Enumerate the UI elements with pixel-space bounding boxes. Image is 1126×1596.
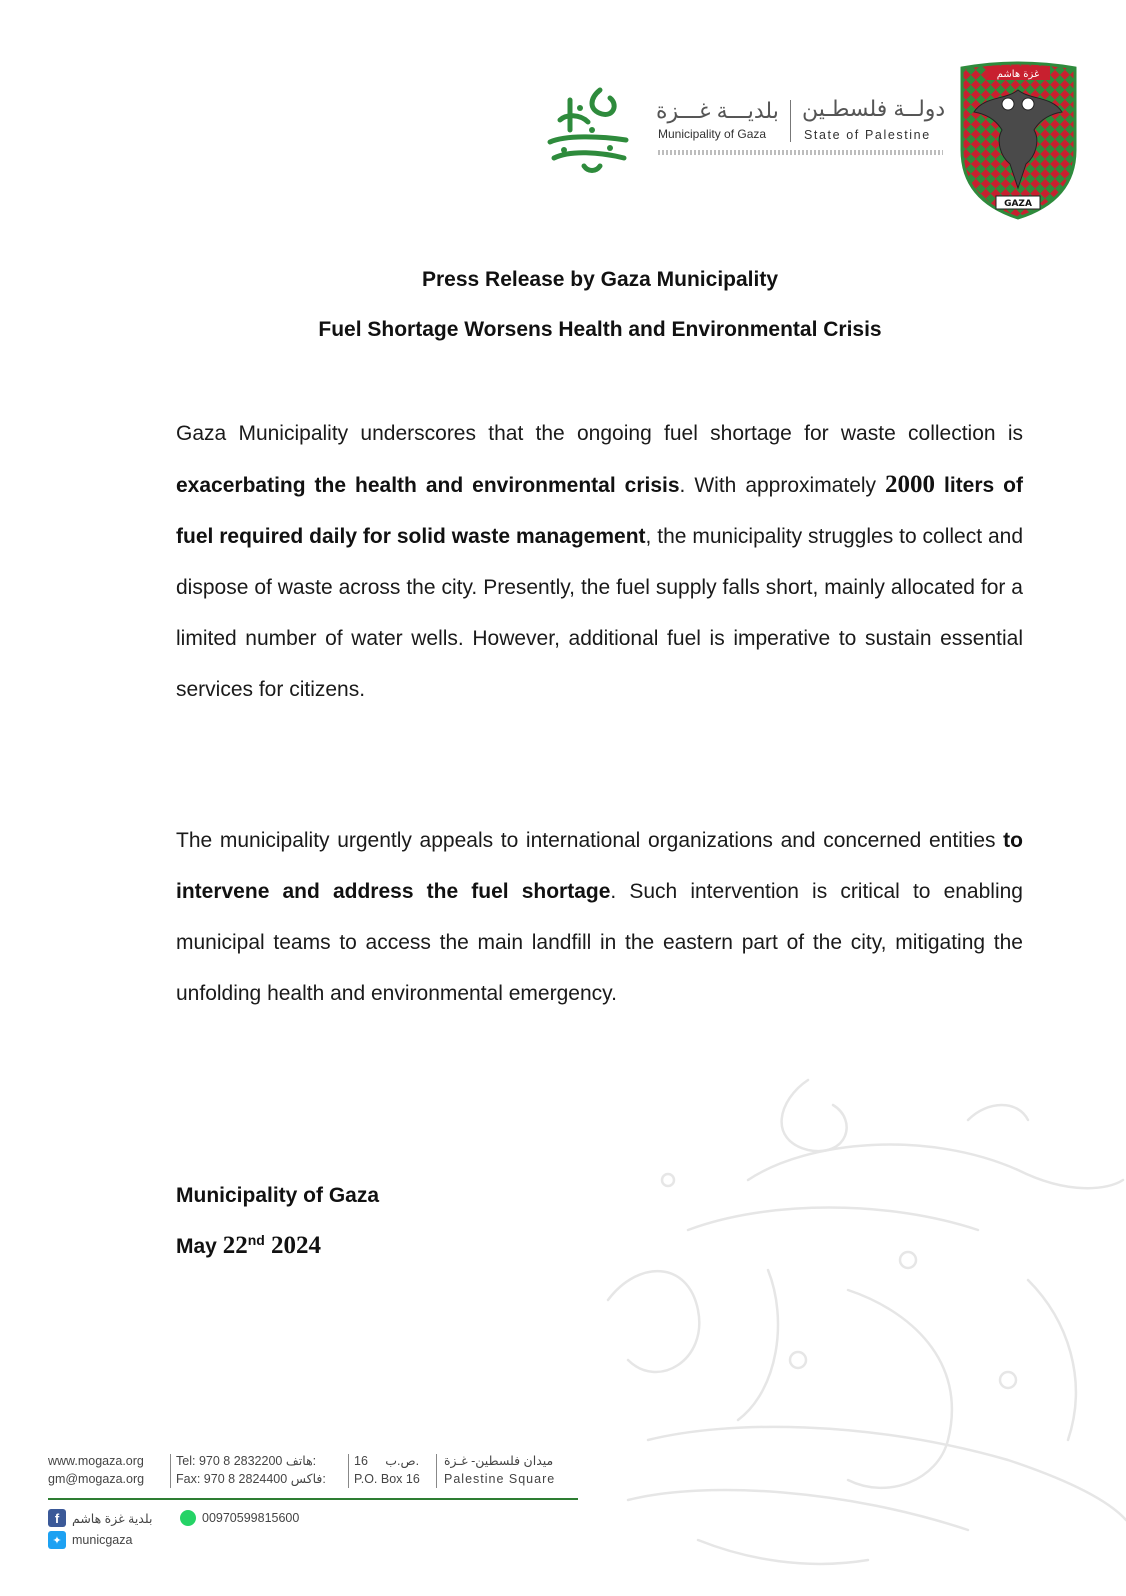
- whatsapp-icon: [180, 1510, 196, 1526]
- state-name-arabic: دولــة فلسطـين: [802, 96, 946, 121]
- p1-bold-1: exacerbating the health and environmental crisis: [176, 474, 680, 497]
- tel-label: Tel:: [176, 1454, 199, 1468]
- footer-divider: [48, 1498, 578, 1500]
- gaza-emblem: [956, 60, 1081, 220]
- twitter-icon[interactable]: ✦: [48, 1531, 66, 1549]
- municipality-name-arabic: بلديـــة غـــزة: [656, 98, 779, 123]
- signature-date: [176, 1232, 321, 1260]
- document-subtitle: Fuel Shortage Worsens Health and Environmental Crisis: [318, 318, 882, 341]
- tel-label-arabic: هاتف:: [285, 1454, 317, 1468]
- facebook-row[interactable]: [48, 1509, 152, 1527]
- state-name-english: State of Palestine: [804, 128, 931, 142]
- footer-pobox-column: [354, 1452, 420, 1488]
- date-day: 22: [222, 1232, 248, 1259]
- pobox-arabic: ص.ب.: [385, 1454, 420, 1468]
- twitter-handle[interactable]: municgaza: [72, 1533, 133, 1547]
- address-arabic: ميدان فلسطين- غـزة: [444, 1454, 554, 1468]
- emblem-arabic-text: غزة هاشم: [996, 69, 1040, 80]
- pobox-number: 16: [354, 1454, 368, 1468]
- footer-phone-column: [176, 1452, 326, 1488]
- footer-separator: [348, 1454, 349, 1488]
- header-divider: [790, 100, 791, 142]
- footer-address-column: [444, 1452, 555, 1488]
- p2-text-2: . Such intervention is critical to enabling municipal teams to access the main landfill in the eastern part of the city, mitigating the unfolding health and environmental emergency.: [176, 880, 1023, 1005]
- whatsapp-number[interactable]: 00970599815600: [202, 1511, 300, 1525]
- email-link[interactable]: gm@mogaza.org: [48, 1472, 145, 1486]
- footer-web-column: [48, 1452, 144, 1488]
- p2-text-1: The municipality urgently appeals to international organizations and concerned entities: [176, 829, 1004, 852]
- footer-separator: [170, 1454, 171, 1488]
- signature-name: Municipality of Gaza: [176, 1184, 380, 1207]
- fax-label-arabic: فاكس:: [290, 1472, 326, 1486]
- p2-bold-1: to intervene and address the fuel shortage: [176, 829, 1023, 903]
- footer-separator: [436, 1454, 437, 1488]
- fax-label: Fax:: [176, 1472, 204, 1486]
- pobox-english: P.O. Box 16: [354, 1472, 420, 1486]
- facebook-page-name[interactable]: بلدية غزة هاشم: [72, 1511, 153, 1526]
- fax-number: 970 8 2824400: [203, 1472, 288, 1486]
- date-month: May: [176, 1235, 223, 1258]
- header-ornament-line: [658, 150, 943, 155]
- whatsapp-row[interactable]: [180, 1510, 299, 1526]
- emblem-english-text: GAZA: [1004, 199, 1032, 209]
- website-link[interactable]: www.mogaza.org: [48, 1454, 144, 1468]
- p1-text-2: . With approximately: [679, 474, 886, 497]
- document-title: Press Release by Gaza Municipality: [422, 268, 778, 291]
- calligraphy-logo: [540, 80, 636, 175]
- date-year: 2024: [264, 1232, 322, 1259]
- facebook-icon[interactable]: f: [48, 1509, 66, 1527]
- p1-text-1: Gaza Municipality underscores that the ongoing fuel shortage for waste collection is: [176, 422, 1023, 445]
- address-english: Palestine Square: [444, 1472, 556, 1486]
- paragraph-2: [176, 815, 1023, 1019]
- tel-number: 970 8 2832200: [198, 1454, 283, 1468]
- p1-text-3: , the municipality struggles to collect and dispose of waste across the city. Presently, the fuel supply falls short, mainly allocated for a limited number of water wells. However, additional fuel is imperative to sustain essential services for citizens.: [176, 525, 1023, 701]
- paragraph-1: [176, 408, 1023, 715]
- date-suffix: nd: [247, 1232, 265, 1248]
- calligraphy-watermark: [548, 1060, 1126, 1596]
- p1-bold-2: liters of fuel required daily for solid waste management: [176, 474, 1023, 548]
- twitter-row[interactable]: [48, 1531, 132, 1549]
- p1-fuel-amount: 2000: [885, 471, 936, 498]
- municipality-name-english: Municipality of Gaza: [658, 127, 767, 141]
